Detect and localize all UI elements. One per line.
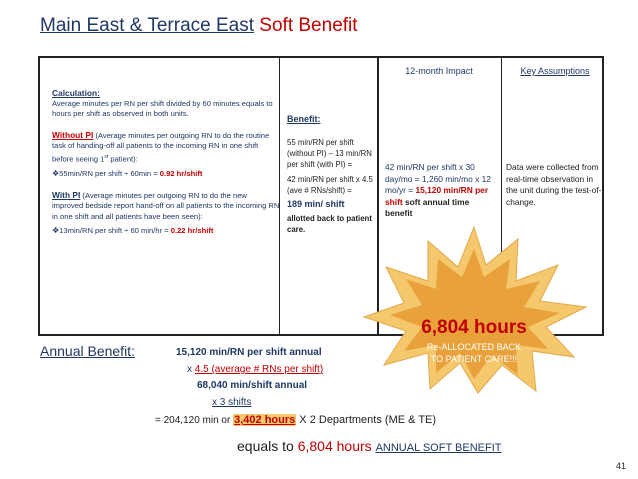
impact-heading: 12-month Impact [405,66,473,76]
burst-line-2: TO PATIENT CARE!!! [430,354,518,364]
impact-result: 15,120 min/RN per shift [385,185,489,207]
without-pi-formula [52,169,280,180]
with-pi-formula [52,226,280,237]
annual-line-4: x 3 shifts [212,397,252,408]
with-pi-heading: With PI [52,189,81,200]
benefit-text-1: 55 min/RN per shift (without PI) – 13 min/RN per shift (with PI) = [287,138,372,169]
annual-line-2-underlined: 4.5 (average # RNs per shift) [194,364,324,375]
assumptions-text: Data were collected from real-time observation in the unit during the test-of-change. [506,162,602,207]
burst-line-1: Re-ALLOCATED BACK [426,342,522,352]
without-pi-result: 0.92 hr/shift [159,169,203,179]
with-pi-calc: 13min/RN per shift ÷ 60 min/hr = [59,226,171,236]
starburst-shape [360,225,588,395]
title-suffix: Soft Benefit [254,15,358,36]
annual-line-5-b: X 2 Departments (ME & TE) [296,414,437,426]
annual-line-2 [187,364,323,375]
annual-line-5-a: = 204,120 min or [155,415,234,426]
slide-title [40,15,358,37]
with-pi-text: (Average minutes per outgoing RN to do the new improved bedside report hand-off on all patients to the incoming RN in one shift and all patients have been seen): [52,190,280,221]
without-pi-text: (Average minutes per outgoing RN to do the routine task of handing-off all patients to the incoming RN in one shift before seeing 1 [52,130,270,164]
annual-line-5-highlight: 3,402 hours [234,414,296,426]
annual-line-5 [155,414,436,426]
annual-line-3: 68,040 min/shift annual [197,380,308,391]
diamond-bullet-icon: ❖ [52,169,60,179]
impact-text-2: soft annual time benefit [385,196,470,219]
benefit-text-2: 42 min/RN per shift x 4.5 (ave # RNs/shift) = [287,175,373,195]
annual-benefit-label: Annual Benefit: [40,343,135,359]
burst-subtitle [360,341,588,365]
annual-total-label: ANNUAL SOFT BENEFIT [375,442,502,454]
benefit-column [287,114,375,235]
calculation-heading: Calculation: [52,88,100,98]
benefit-heading: Benefit: [287,114,321,124]
diamond-bullet-icon: ❖ [52,226,60,236]
title-underlined: Main East & Terrace East [40,15,255,36]
without-pi-calc: 55min/RN per shift ÷ 60min = [59,169,160,179]
assumptions-heading: Key Assumptions [520,66,590,76]
annual-total-line [237,438,501,454]
impact-column [385,162,495,220]
annual-total-prefix: equals to [237,438,298,454]
with-pi-block [52,190,280,223]
without-pi-text-end: patient): [108,154,138,164]
benefit-text-3: allotted back to patient care. [287,214,372,234]
annual-total-hours: 6,804 hours [297,438,376,454]
burst-hours: 6,804 hours [421,317,527,338]
without-pi-heading: Without PI [52,129,94,140]
calculation-text: Average minutes per RN per shift divided by 60 minutes equals to hours per shift as observed in both units. [52,98,273,119]
without-pi-sup: st [104,153,109,160]
with-pi-result: 0.22 hr/shift [170,226,214,236]
annual-line-2-prefix: x [187,364,195,375]
page-number: 41 [615,461,626,471]
without-pi-block [52,130,280,165]
annual-line-1: 15,120 min/RN per shift annual [176,347,322,358]
benefit-result: 189 min/ shift [287,199,345,209]
calculation-column [52,88,280,237]
impact-text-1: 42 min/RN per shift x 30 day/mo = 1,260 min/mo x 12 mo/yr = [385,162,491,196]
